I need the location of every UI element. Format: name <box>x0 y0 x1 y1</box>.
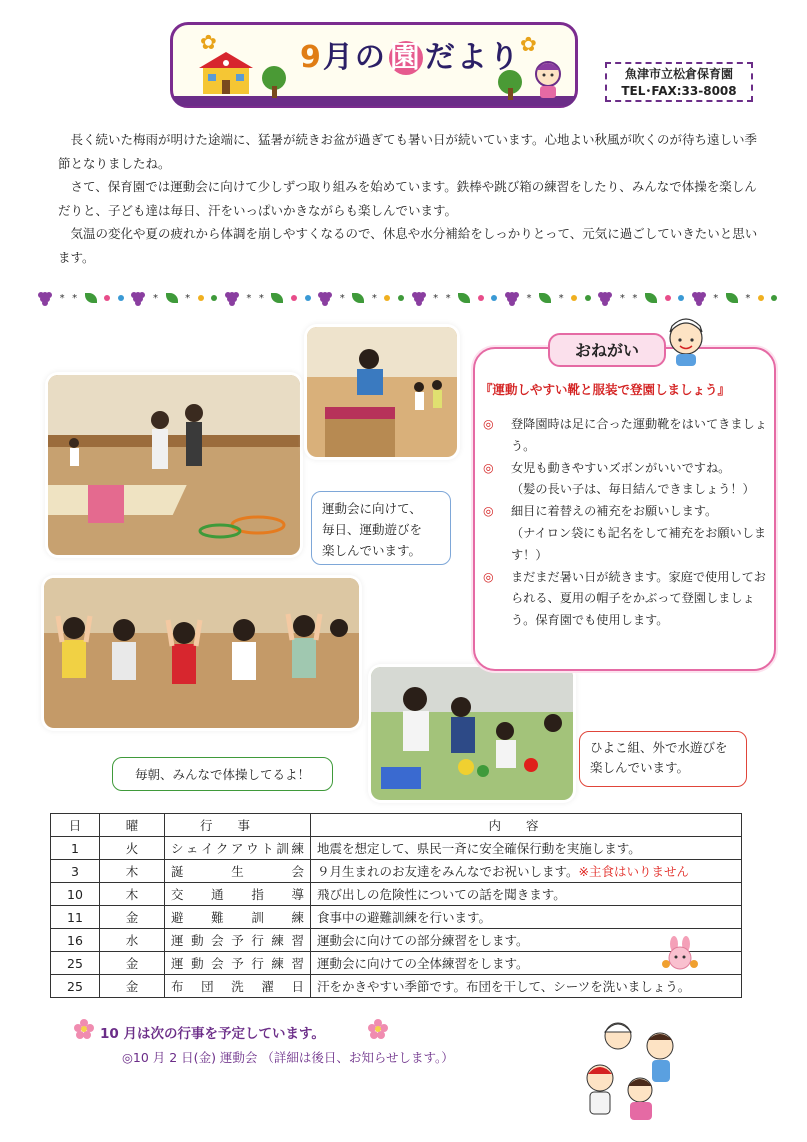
grape-divider <box>38 286 778 310</box>
cell-dow: 金 <box>100 952 165 975</box>
leaf-icon <box>352 293 364 303</box>
next-month-title: 10 月は次の行事を予定しています。 <box>100 1026 325 1042</box>
dot-icon <box>571 295 577 301</box>
title-mid: 月の <box>322 40 387 75</box>
school-icon <box>195 50 257 96</box>
title-month: 9 <box>300 40 323 75</box>
intro-paragraph: 長く続いた梅雨が明けた途端に、猛暑が続きお盆が過ぎても暑い日が続いています。心地よい秋風が吹くのが待ち遠しい季節となりましたね。 <box>58 132 758 171</box>
cell-day: 11 <box>51 906 100 929</box>
cell-dow: 金 <box>100 975 165 998</box>
desc-text: 汗をかきやすい季節です。布団を干して、シーツを洗いましょう。 <box>317 979 691 994</box>
sparkle-icon: * <box>619 292 625 304</box>
next-month-event: ◎10 月 2 日(金) 運動会 （詳細は後日、お知らせします。） <box>122 1050 454 1065</box>
cell-dow: 金 <box>100 906 165 929</box>
cell-desc <box>311 837 742 860</box>
table-header-row <box>51 814 742 837</box>
desc-text: ９月生まれのお友達をみんなでお祝いします。 <box>317 864 579 879</box>
sparkle-icon: * <box>445 292 451 304</box>
item-text: 登降園時は足に合った運動靴をはいてきましょう。 <box>511 417 767 453</box>
contact-box <box>605 62 753 102</box>
header-event: 行事 <box>165 814 311 837</box>
sparkle-icon: * <box>59 292 65 304</box>
caption-line: 毎日、運動遊びを <box>322 522 423 537</box>
cell-event: 運動会予行練習 <box>165 929 311 952</box>
leaf-icon <box>271 293 283 303</box>
dot-icon <box>211 295 217 301</box>
onegai-tab: おねがい <box>548 333 666 367</box>
header-desc: 内容 <box>311 814 742 837</box>
cell-desc <box>311 860 742 883</box>
item-text: まだまだ暑い日が続きます。家庭で使用しておられる、夏用の帽子をかぶって登園しましょう。保育園でも使用します。 <box>511 569 766 628</box>
bunny-icon <box>660 936 700 970</box>
tel-fax: TEL･FAX:33-8008 <box>621 84 737 98</box>
table-row <box>51 906 742 929</box>
tree-trunk <box>272 86 277 98</box>
desc-text: 運動会に向けての部分練習をします。 <box>317 933 529 948</box>
dot-icon <box>118 295 124 301</box>
bullet-mark: ◎ <box>483 504 494 519</box>
intro-paragraph: 気温の変化や夏の疲れから体調を崩しやすくなるので、休息や水分補給をしっかりとって、元気に過ごしていきたいと思います。 <box>58 226 758 265</box>
list-item <box>483 414 768 458</box>
tree-trunk <box>508 88 513 100</box>
dot-icon <box>384 295 390 301</box>
item-sub: （ナイロン袋にも記名をして補充をお願いします！） <box>511 525 767 562</box>
grape-icon <box>318 290 332 306</box>
butterfly-icon: ✿ <box>520 32 537 56</box>
table-row <box>51 883 742 906</box>
cell-dow: 水 <box>100 929 165 952</box>
newsletter-title <box>300 32 521 76</box>
cell-dow: 火 <box>100 837 165 860</box>
intro-paragraph: さて、保育園では運動会に向けて少しずつ取り組みを始めています。鉄棒や跳び箱の練習をしたり、みんなで体操を楽しんだりと、子ども達は毎日、汗をいっぱいかきながらも楽しんでいます。 <box>58 179 757 218</box>
cell-day: 16 <box>51 929 100 952</box>
sparkle-icon: * <box>433 292 439 304</box>
sparkle-icon: * <box>185 292 191 304</box>
onegai-headline: 『運動しやすい靴と服装で登園しましょう』 <box>480 382 731 397</box>
onegai-list <box>483 414 768 632</box>
sparkle-icon: * <box>526 292 532 304</box>
list-item <box>483 458 768 480</box>
leaf-icon <box>458 293 470 303</box>
item-text: 女児も動きやすいズボンがいいですね。 <box>511 460 731 475</box>
table-row <box>51 929 742 952</box>
bullet-mark: ◎ <box>483 417 494 431</box>
intro-text <box>58 128 758 269</box>
sparkle-icon: * <box>152 292 158 304</box>
table-row <box>51 837 742 860</box>
header-day: 日 <box>51 814 100 837</box>
dot-icon <box>478 295 484 301</box>
schedule-table <box>50 813 742 998</box>
cell-event: 交通指導 <box>165 883 311 906</box>
caption-line: 楽しんでいます。 <box>590 760 690 775</box>
cell-event: 布団洗濯日 <box>165 975 311 998</box>
grape-icon <box>412 290 426 306</box>
caption-line: 毎朝、みんなで体操してるよ！ <box>134 767 310 782</box>
dot-icon <box>585 295 591 301</box>
desc-text: 食事中の避難訓練を行います。 <box>317 910 492 925</box>
dot-icon <box>771 295 777 301</box>
cell-day: 10 <box>51 883 100 906</box>
leaf-icon <box>166 293 178 303</box>
bullet-mark: ◎ <box>483 569 494 584</box>
morning-exercise-photo <box>44 578 359 728</box>
leaf-icon <box>85 293 97 303</box>
list-item <box>483 501 768 523</box>
caption-line: 楽しんでいます。 <box>322 543 422 558</box>
desc-text: 運動会に向けての全体練習をします。 <box>317 956 529 971</box>
cell-dow: 木 <box>100 860 165 883</box>
caption-line: ひよこ組、外で水遊びを <box>590 740 728 755</box>
title-char: 園 <box>389 40 422 75</box>
cell-desc <box>311 883 742 906</box>
cell-day: 25 <box>51 975 100 998</box>
gym-balance-photo <box>48 375 300 555</box>
sparkle-icon: * <box>246 292 252 304</box>
grape-icon <box>598 290 612 306</box>
header-dow: 曜 <box>100 814 165 837</box>
dot-icon <box>291 295 297 301</box>
desc-note: ※主食はいりません <box>578 864 689 879</box>
child-mascot-icon <box>530 58 566 100</box>
flower-icon <box>368 1019 388 1039</box>
sparkle-icon: * <box>558 292 564 304</box>
grape-icon <box>225 290 239 306</box>
grape-icon <box>38 290 52 306</box>
cell-dow: 木 <box>100 883 165 906</box>
cell-event: 避難訓練 <box>165 906 311 929</box>
dot-icon <box>678 295 684 301</box>
item-text: 細目に着替えの補充をお願いします。 <box>511 504 718 519</box>
cell-day: 1 <box>51 837 100 860</box>
banner-ground <box>173 96 575 106</box>
vaulting-box-photo <box>307 327 457 457</box>
list-item <box>483 567 768 632</box>
desc-text: 地震を想定して、県民一斉に安全確保行動を実施します。 <box>317 841 641 856</box>
dot-icon <box>758 295 764 301</box>
dot-icon <box>198 295 204 301</box>
table-row <box>51 860 742 883</box>
dot-icon <box>305 295 311 301</box>
caption-line: 運動会に向けて、 <box>322 501 422 516</box>
sparkle-icon: * <box>371 292 377 304</box>
sparkle-icon: * <box>632 292 638 304</box>
bullet-mark: ◎ <box>483 460 494 475</box>
cell-event: 運動会予行練習 <box>165 952 311 975</box>
dot-icon <box>398 295 404 301</box>
water-caption <box>579 731 747 787</box>
desc-text: 飛び出しの危険性についての話を聞きます。 <box>317 887 566 902</box>
cell-desc <box>311 975 742 998</box>
exercise-caption <box>112 757 333 791</box>
item-sub: （髪の長い子は、毎日結んできましょう！） <box>511 482 755 497</box>
leaf-icon <box>539 293 551 303</box>
grape-icon <box>505 290 519 306</box>
children-playing-icon <box>578 1016 688 1122</box>
sparkle-icon: * <box>258 292 264 304</box>
cell-day: 25 <box>51 952 100 975</box>
butterfly-icon: ✿ <box>200 30 217 54</box>
cell-desc <box>311 906 742 929</box>
cell-event: シェイクアウト訓練 <box>165 837 311 860</box>
flower-icon <box>74 1019 94 1039</box>
cell-event: 誕生会 <box>165 860 311 883</box>
grape-icon <box>131 290 145 306</box>
sparkle-icon: * <box>745 292 751 304</box>
table-row <box>51 975 742 998</box>
sparkle-icon: * <box>72 292 78 304</box>
sparkle-icon: * <box>339 292 345 304</box>
nurse-character-icon <box>660 312 712 368</box>
leaf-icon <box>645 293 657 303</box>
org-name: 魚津市立松倉保育園 <box>624 67 733 81</box>
cell-day: 3 <box>51 860 100 883</box>
title-end: だより <box>424 40 521 75</box>
dot-icon <box>104 295 110 301</box>
grape-icon <box>692 290 706 306</box>
water-play-photo <box>371 667 573 800</box>
sparkle-icon: * <box>713 292 719 304</box>
vault-caption <box>311 491 451 565</box>
dot-icon <box>665 295 671 301</box>
table-row <box>51 952 742 975</box>
leaf-icon <box>726 293 738 303</box>
dot-icon <box>491 295 497 301</box>
